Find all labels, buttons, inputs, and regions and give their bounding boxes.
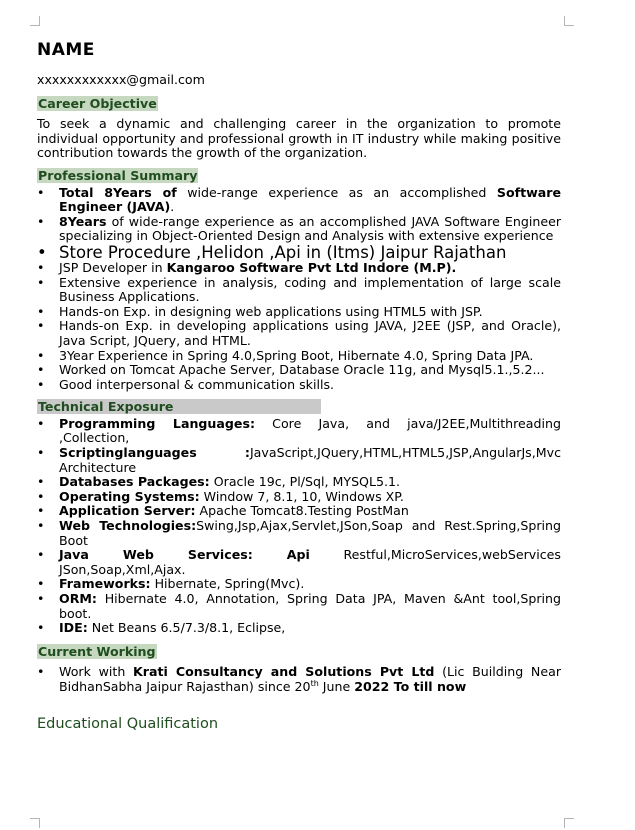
- career-objective-text: To seek a dynamic and challenging career in the organization to promote individual opportunity and professional growth in IT industry while making positive contribution towards the growth of the organization.: [37, 116, 561, 161]
- text: Store Procedure ,Helidon ,Api in (Itms) Jaipur Rajathan: [59, 242, 507, 262]
- list-item: [37, 276, 561, 305]
- list-item: [37, 621, 561, 636]
- bold-text: Total 8Years of: [59, 184, 177, 200]
- text: Extensive experience in analysis, coding and implementation of large scale Business Applications.: [59, 274, 561, 305]
- current-working-heading: Current Working: [38, 643, 156, 659]
- text: Hibernate, Spring(Mvc).: [150, 576, 305, 592]
- bold-text: 2022 To till now: [354, 678, 467, 694]
- text: Apache Tomcat8.Testing PostMan: [195, 503, 409, 519]
- bold-text: Software Engineer (JAVA): [59, 184, 561, 215]
- text: (: [434, 664, 448, 680]
- text: Oracle 19c, Pl/Sql, MYSQL5.1.: [209, 474, 401, 490]
- list-item: [37, 519, 561, 548]
- current-working-list: [37, 665, 561, 694]
- list-item: [37, 319, 561, 348]
- bold-text: Frameworks:: [59, 576, 151, 592]
- text: th: [310, 678, 319, 688]
- bold-text: IDE:: [59, 620, 88, 636]
- text: Hands-on Exp. in developing applications using JAVA, J2EE (JSP, and Oracle), Java Script, JQuery, and HTML.: [59, 318, 561, 348]
- crop-mark-bottom-right: [564, 818, 574, 828]
- list-item: [37, 363, 561, 378]
- list-item: [37, 592, 561, 621]
- text: Hibernate 4.0, Annotation, Spring Data JPA, Maven &Ant tool,Spring boot.: [59, 591, 561, 621]
- text: Hands-on Exp. in designing web applications using HTML5 with JSP.: [59, 303, 483, 319]
- email-address: xxxxxxxxxxxx@gmail.com: [37, 72, 205, 87]
- text: June: [318, 678, 355, 694]
- text: Net Beans 6.5/7.3/8.1, Eclipse,: [87, 620, 286, 636]
- list-item: [37, 577, 561, 592]
- bold-text: Databases Packages:: [59, 474, 210, 490]
- list-item: [37, 378, 561, 393]
- professional-summary-list: [37, 186, 561, 393]
- bold-text: Java Web Services: Api: [59, 547, 310, 563]
- bold-text: Application Server:: [59, 503, 196, 519]
- technical-exposure-list: [37, 417, 561, 636]
- list-item: [37, 244, 561, 261]
- text: of wide-range experience as an accomplished JAVA Software Engineer specializing in Object-Oriented Design and Analysis with extensive experience: [59, 213, 561, 244]
- list-item: [37, 305, 561, 320]
- text: .: [170, 199, 175, 215]
- list-item: [37, 504, 561, 519]
- bold-text: 8Years: [59, 213, 107, 229]
- bold-text: ORM:: [59, 591, 97, 606]
- bold-text: Kangaroo Software Pvt Ltd Indore (M.P).: [166, 259, 457, 275]
- list-item: [37, 475, 561, 490]
- text: Work with: [59, 664, 133, 680]
- text: Lic Building Near BidhanSabha Jaipur Rajasthan) since 20: [59, 664, 562, 694]
- text: wide-range experience as an accomplished: [176, 184, 497, 200]
- resume-page: [37, 40, 561, 731]
- bold-text: Krati Consultancy and Solutions Pvt Ltd: [133, 664, 435, 680]
- list-item: [37, 446, 561, 475]
- crop-mark-bottom-left: [30, 818, 40, 828]
- list-item: [37, 349, 561, 364]
- text: JavaScript,JQuery,HTML,HTML5,JSP,AngularJs,Mvc Architecture: [59, 445, 561, 475]
- crop-mark-top-right: [564, 16, 574, 26]
- bold-text: Operating Systems:: [59, 488, 200, 504]
- candidate-name: NAME: [37, 40, 95, 60]
- text: Core Java, and java/J2EE,Multithreading ,Collection,: [59, 415, 561, 446]
- professional-summary-heading: Professional Summary: [38, 167, 198, 183]
- text: Swing,Jsp,Ajax,Servlet,JSon,Soap and Rest.Spring,Spring Boot: [59, 518, 562, 548]
- list-item: [37, 490, 561, 505]
- text: Good interpersonal & communication skills.: [59, 376, 335, 392]
- text: Worked on Tomcat Apache Server, Database Oracle 11g, and Mysql5.1.,5.2...: [59, 362, 545, 378]
- list-item: [37, 261, 561, 276]
- crop-mark-top-left: [30, 16, 40, 26]
- text: Window 7, 8.1, 10, Windows XP.: [199, 488, 404, 504]
- list-item: [37, 548, 561, 577]
- bold-text: Web Technologies:: [59, 518, 197, 534]
- list-item: [37, 215, 561, 244]
- technical-exposure-heading: Technical Exposure: [37, 399, 321, 414]
- list-item: [37, 186, 561, 215]
- text: JSP Developer in: [59, 259, 167, 275]
- list-item: [37, 417, 561, 446]
- career-objective-heading: Career Objective: [38, 95, 157, 111]
- text: 3Year Experience in Spring 4.0,Spring Boot, Hibernate 4.0, Spring Data JPA.: [59, 347, 534, 363]
- bold-text: Scriptinglanguages :: [59, 445, 250, 461]
- educational-qualification-heading: Educational Qualification: [37, 715, 219, 732]
- bold-text: Programming Languages:: [59, 415, 255, 431]
- list-item: [37, 665, 561, 694]
- text: Restful,MicroServices,webServices JSon,Soap,Xml,Ajax.: [59, 547, 561, 577]
